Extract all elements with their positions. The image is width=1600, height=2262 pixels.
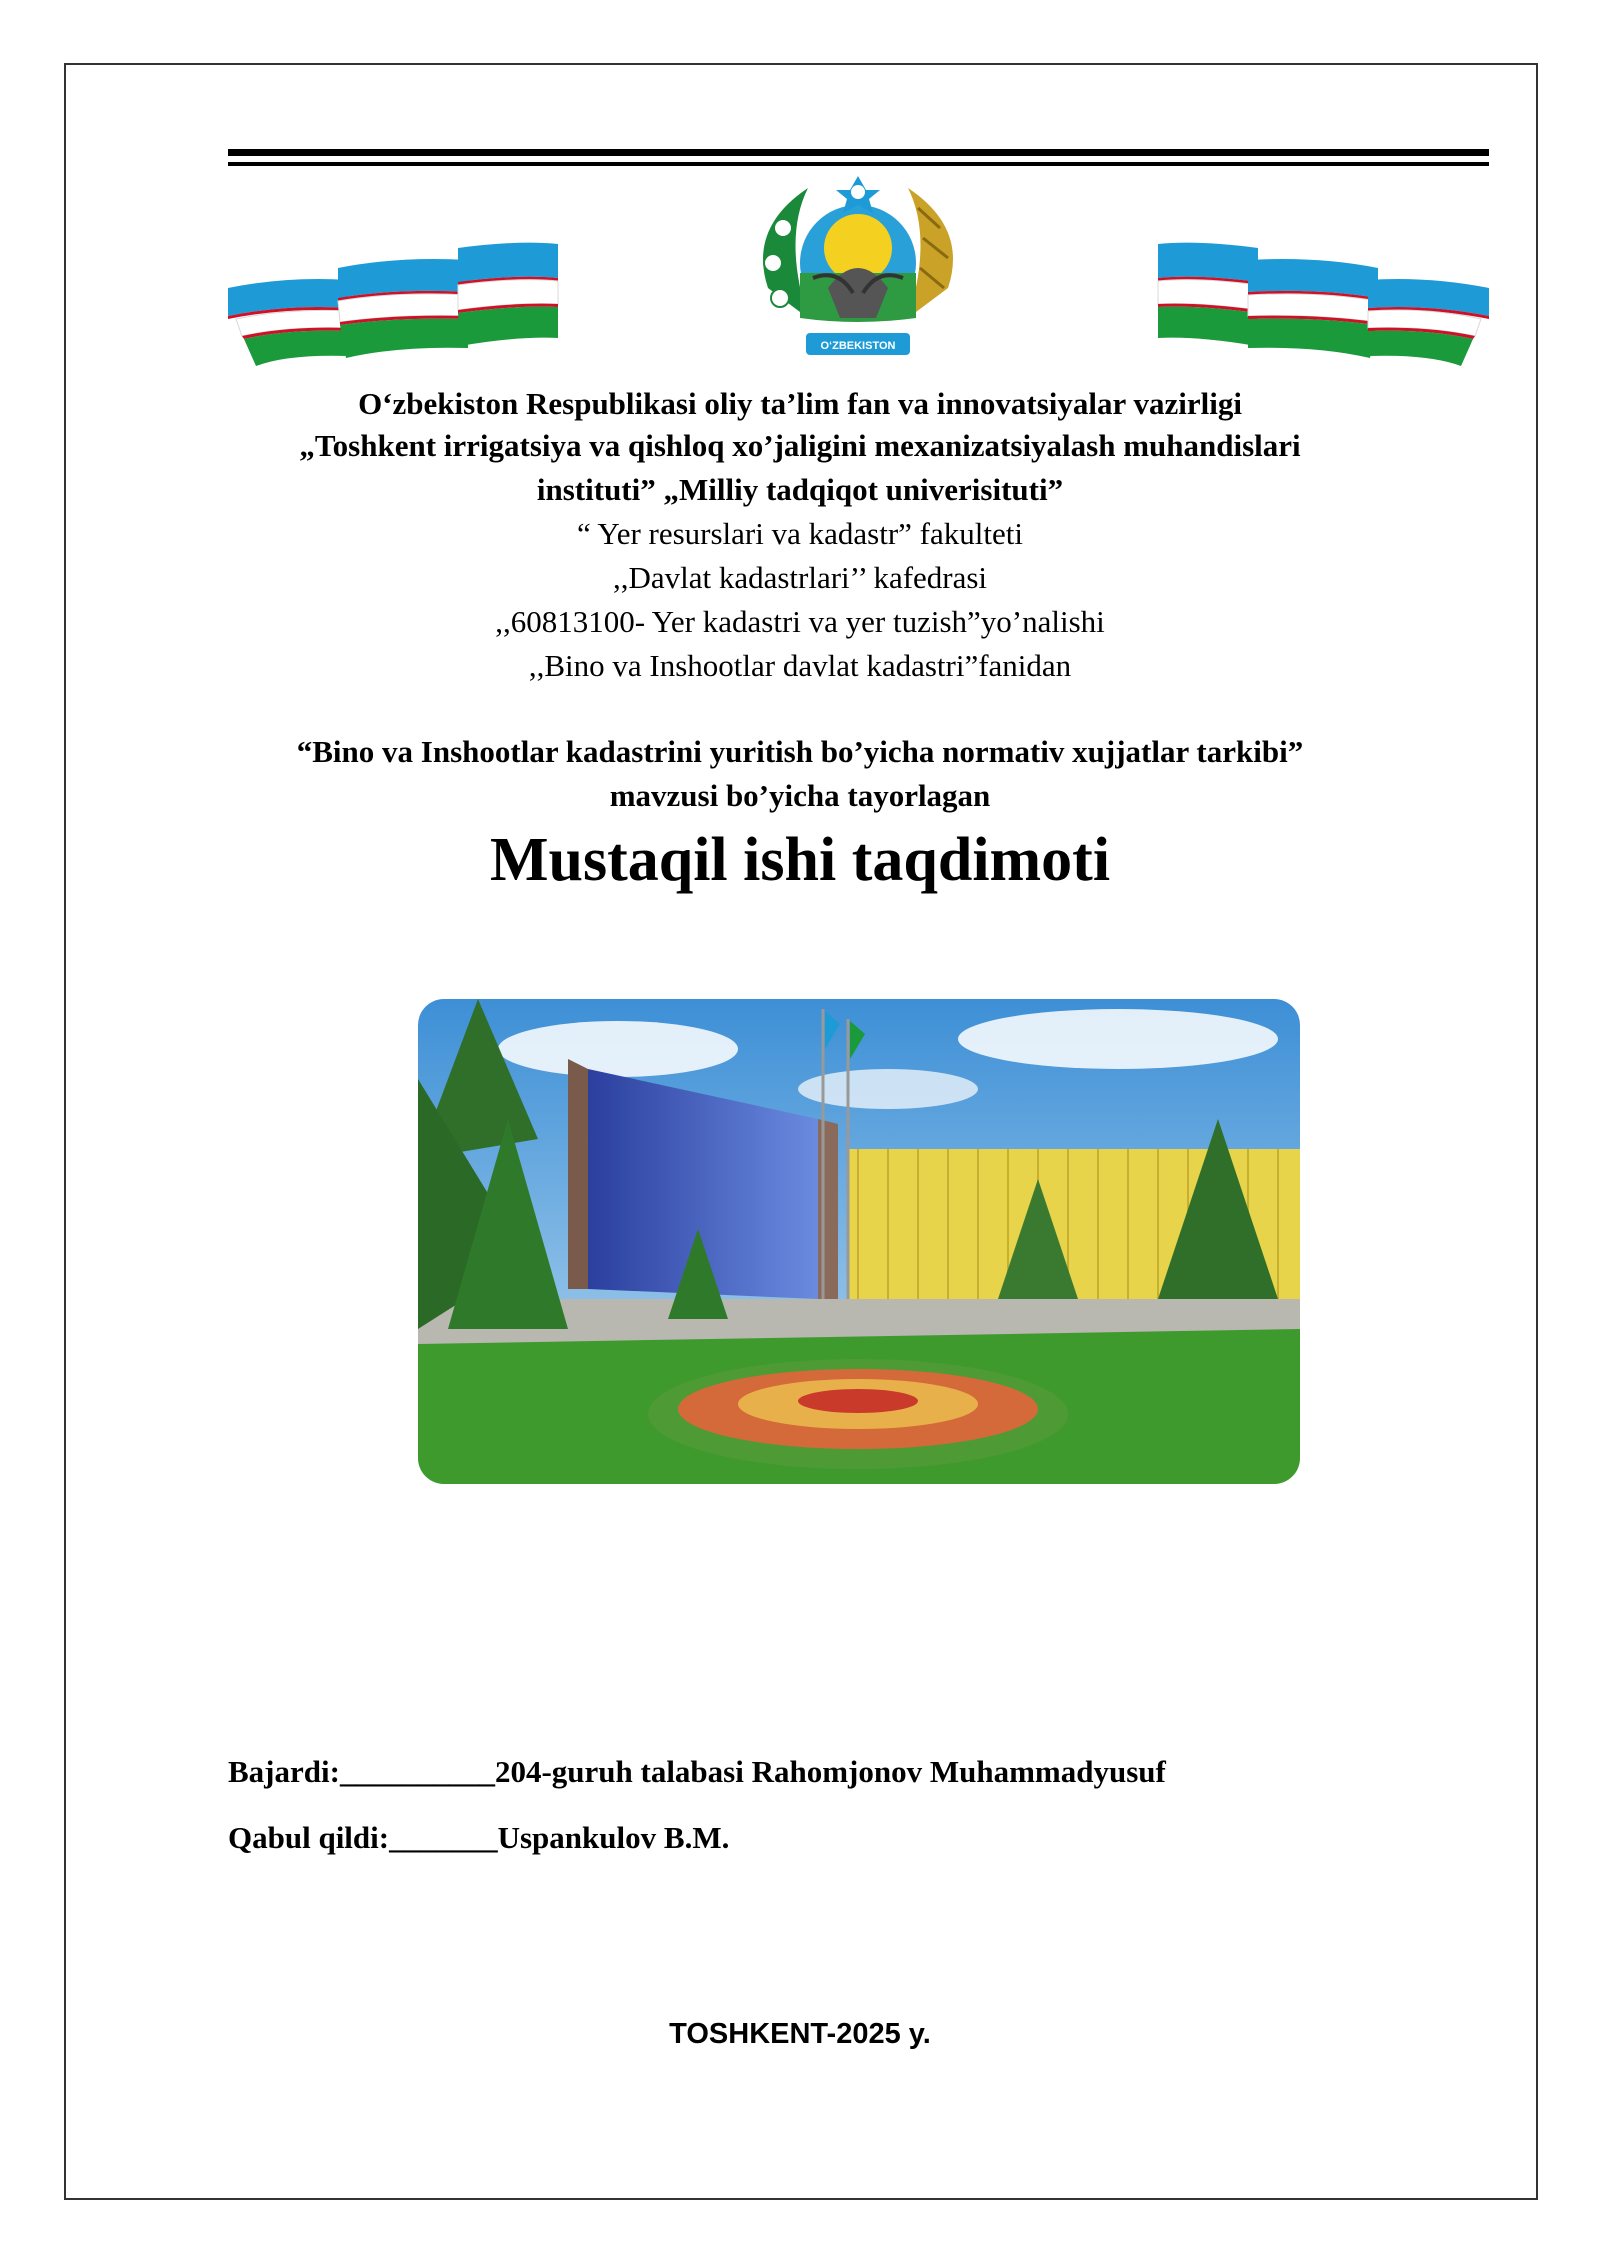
study-direction: ,,60813100- Yer kadastri va yer tuzish”yo’nalishi: [495, 604, 1105, 639]
subject-name: ,,Bino va Inshootlar davlat kadastri”fanidan: [528, 648, 1072, 683]
performed-by-value: 204-guruh talabasi Rahomjonov Muhammadyusuf: [494, 1754, 1166, 1789]
accepted-by-value: Uspankulov B.M.: [497, 1820, 730, 1855]
performed-by-line: [228, 1752, 1166, 1792]
faculty-name: “ Yer resurslari va kadastr” fakulteti: [577, 516, 1023, 551]
institute-name-line1: „Toshkent irrigatsiya va qishloq xo’jaligini mexanizatsiyalash muhandislari: [299, 428, 1301, 463]
page-title: Mustaqil ishi taqdimoti: [489, 826, 1111, 894]
campus-photo: [418, 999, 1300, 1484]
performed-by-blank: __________: [339, 1754, 495, 1789]
flag-ribbon-right: [1158, 243, 1489, 366]
header-rule-thick: [228, 149, 1489, 156]
topic-line2: mavzusi bo’yicha tayorlagan: [609, 778, 991, 813]
institute-name-line2: instituti” „Milliy tadqiqot univerisituti”: [536, 472, 1064, 507]
ministry-name: O‘zbekiston Respublikasi oliy ta’lim fan va innovatsiyalar vazirligi: [358, 386, 1242, 421]
state-emblem-icon: [758, 176, 958, 378]
accepted-by-label: Qabul qildi:: [228, 1820, 390, 1855]
flag-ribbon-left: [228, 243, 558, 366]
performed-by-label: Bajardi:: [228, 1754, 340, 1789]
topic-line1: “Bino va Inshootlar kadastrini yuritish bo’yicha normativ xujjatlar tarkibi”: [296, 734, 1304, 769]
flag-emblem-banner: [228, 168, 1489, 380]
accepted-by-line: [228, 1818, 729, 1858]
department-name: ,,Davlat kadastrlari’’ kafedrasi: [612, 560, 988, 595]
emblem-ribbon-text: O‘ZBEKISTON: [820, 340, 896, 352]
city-year: TOSHKENT-2025 y.: [669, 2018, 931, 2050]
header-rule-thin: [228, 162, 1489, 166]
accepted-by-blank: _______: [389, 1820, 498, 1855]
